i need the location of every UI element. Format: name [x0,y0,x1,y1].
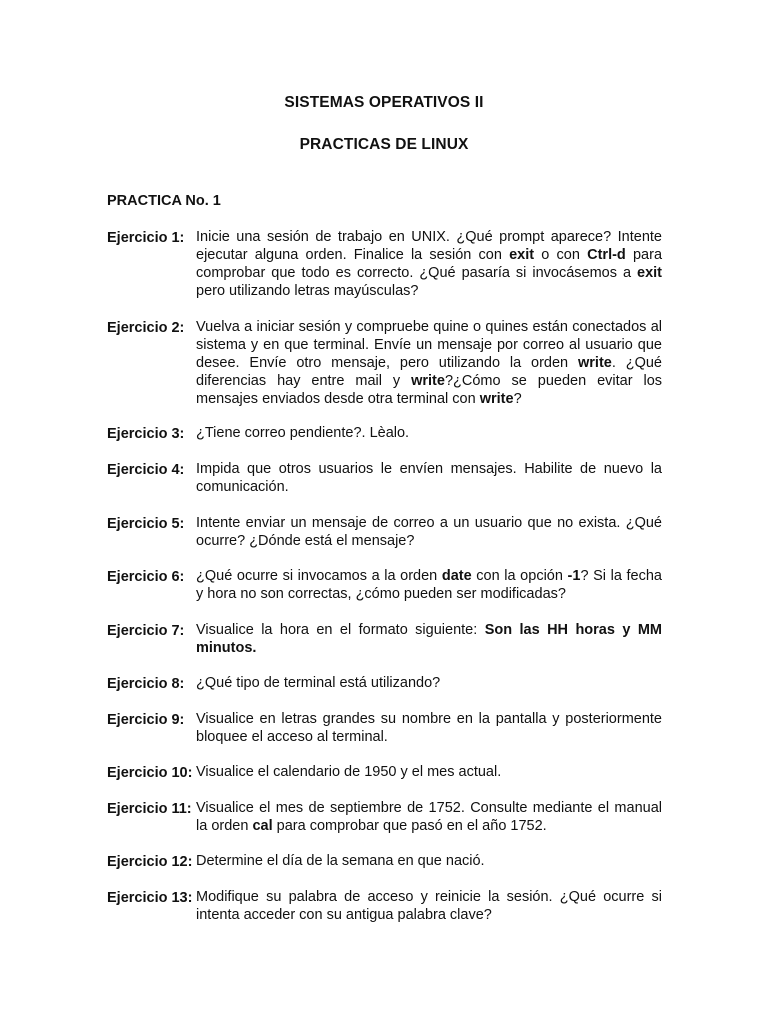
exercise-text [196,461,662,497]
bold-term: date [441,568,472,584]
text-segment: para comprobar que pasó en el año 1752. [272,817,547,834]
text-segment: ? Si la fecha y hora no son correctas, ¿cómo pueden ser modificadas? [196,568,662,602]
exercise-text [196,800,662,836]
bold-term: Son las HH horas y MM minutos. [196,622,662,656]
text-segment: ¿Qué ocurre si invocamos a la orden [196,568,442,584]
exercise-label: Ejercicio 3: [107,426,185,442]
text-segment: para comprobar que todo es correcto. ¿Qué pasaría si invocásemos a [196,246,663,281]
exercise-label: Ejercicio 4: [107,462,185,478]
text-segment: Visualice la hora en el formato siguiente: [196,622,485,638]
text-segment: Visualice en letras grandes su nombre en la pantalla y posteriormente bloquee el acceso al terminal. [196,711,662,745]
exercise-text [196,853,662,871]
exercise-text [196,425,662,443]
text-segment: . ¿Qué diferencias hay entre mail y [196,354,662,389]
exercise-text [196,515,662,551]
bold-term: -1 [567,568,581,584]
exercise-label: Ejercicio 2: [107,320,185,336]
exercise-text [196,889,662,925]
text-segment: Impida que otros usuarios le envíen mensajes. Habilite de nuevo la comunicación. [196,461,662,495]
text-segment: ¿Qué tipo de terminal está utilizando? [196,675,441,691]
exercise-label: Ejercicio 5: [107,516,185,532]
text-segment: ? [513,390,522,407]
exercise-text [196,568,662,604]
text-segment: Vuelva a iniciar sesión y compruebe quine o quines están conectados al sistema y en que terminal. Envíe un mensaje por correo al usuario que desee. Envíe otro mensaje, pero utilizando la orden [196,319,662,371]
text-segment: ?¿Cómo se pueden evitar los mensajes enviados desde otra terminal con [196,372,663,407]
exercise-label: Ejercicio 11: [107,801,192,817]
exercise-label: Ejercicio 13: [107,890,193,906]
exercise-label: Ejercicio 12: [107,854,193,870]
exercise-label: Ejercicio 8: [107,676,185,692]
text-segment: Inicie una sesión de trabajo en UNIX. ¿Qué prompt aparece? Intente ejecutar alguna orden. Finalice la sesión con [196,229,662,263]
exercise-label: Ejercicio 9: [107,712,185,728]
text-segment: o con [534,246,588,263]
text-segment: Visualice el mes de septiembre de 1752. Consulte mediante el manual la orden [196,800,662,834]
text-segment: pero utilizando letras mayúsculas? [196,282,419,299]
exercise-text [196,675,662,693]
bold-term: write [411,372,445,389]
text-segment: Modifique su palabra de acceso y reinicie la sesión. ¿Qué ocurre si intenta acceder con su antigua palabra clave? [196,889,662,923]
exercise-label: Ejercicio 10: [107,765,193,781]
exercise-text [196,229,662,301]
bold-term: Ctrl-d [587,246,626,263]
bold-term: write [578,354,612,371]
text-segment: Determine el día de la semana en que nació. [196,853,485,869]
bold-term: exit [509,246,535,263]
text-segment: Visualice el calendario de 1950 y el mes actual. [196,764,502,780]
document-subtitle: PRACTICAS DE LINUX [299,136,469,153]
bold-term: exit [637,264,662,281]
bold-term: write [479,390,514,407]
exercise-text [196,319,662,409]
practice-heading: PRACTICA No. 1 [107,193,221,209]
document-title: SISTEMAS OPERATIVOS II [284,94,484,111]
exercise-label: Ejercicio 6: [107,569,185,585]
exercise-label: Ejercicio 7: [107,623,185,639]
text-segment: Intente enviar un mensaje de correo a un usuario que no exista. ¿Qué ocurre? ¿Dónde está el mensaje? [196,515,662,549]
exercise-text [196,711,662,747]
text-segment: con la opción [471,568,568,584]
exercise-text [196,764,662,782]
bold-term: cal [252,817,273,834]
text-segment: ¿Tiene correo pendiente?. Lèalo. [196,425,410,441]
exercise-label: Ejercicio 1: [107,230,185,246]
exercise-text [196,622,662,658]
